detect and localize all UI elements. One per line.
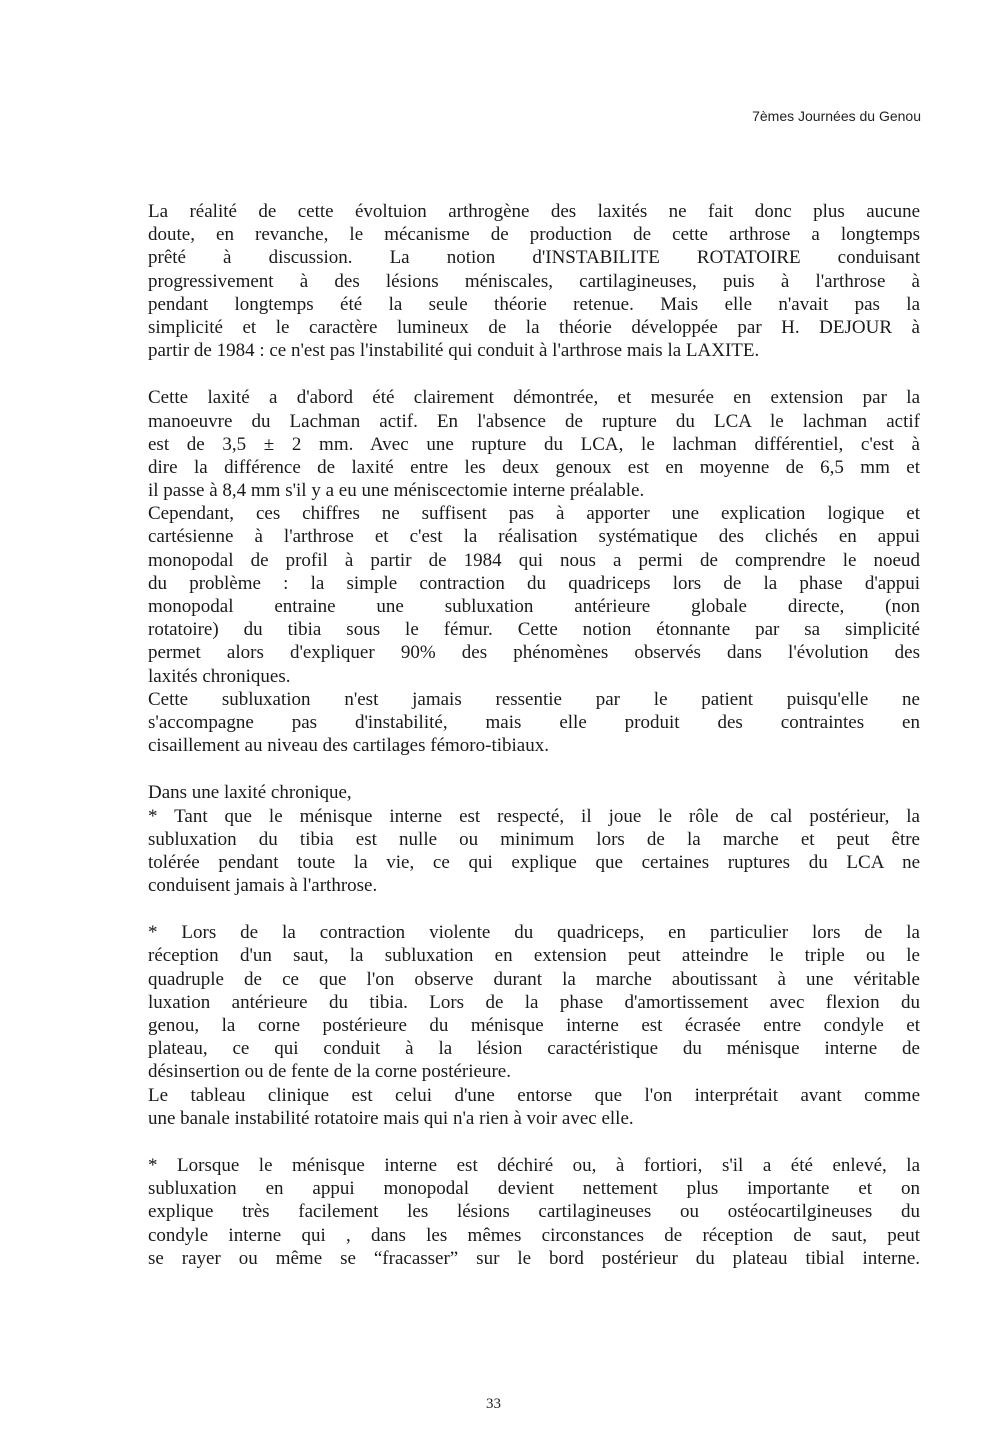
text-line: est de 3,5 ± 2 mm. Avec une rupture du LCA, le lachman différentiel, c'est à xyxy=(148,433,920,455)
paragraph-torn-meniscus xyxy=(148,1154,920,1270)
text-line: dire la différence de laxité entre les deux genoux est en moyenne de 6,5 mm et xyxy=(148,456,920,478)
text-line: Le tableau clinique est celui d'une entorse que l'on interprétait avant comme xyxy=(148,1084,920,1106)
text-line: pendant longtemps été la seule théorie retenue. Mais elle n'avait pas la xyxy=(148,293,920,315)
paragraph-chronic-laxity xyxy=(148,781,920,897)
paragraph-laxity xyxy=(148,386,920,757)
text-line: subluxation du tibia est nulle ou minimum lors de la marche et peut être xyxy=(148,828,920,850)
text-line: une banale instabilité rotatoire mais qui n'a rien à voir avec elle. xyxy=(148,1107,634,1129)
text-line: progressivement à des lésions méniscales, cartilagineuses, puis à l'arthrose à xyxy=(148,270,920,292)
text-line: manoeuvre du Lachman actif. En l'absence de rupture du LCA le lachman actif xyxy=(148,410,920,432)
text-line: rotatoire) du tibia sous le fémur. Cette notion étonnante par sa simplicité xyxy=(148,619,920,641)
text-line: luxation antérieure du tibia. Lors de la phase d'amortissement avec flexion du xyxy=(148,991,920,1013)
text-line: permet alors d'expliquer 90% des phénomènes observés dans l'évolution des xyxy=(148,642,920,664)
text-line: simplicité et le caractère lumineux de la théorie développée par H. DEJOUR à xyxy=(148,316,920,338)
text-line: du problème : la simple contraction du quadriceps lors de la phase d'appui xyxy=(148,572,920,594)
text-line: partir de 1984 : ce n'est pas l'instabilité qui conduit à l'arthrose mais la LAXITE. xyxy=(148,340,760,362)
page-number: 33 xyxy=(486,1396,501,1412)
text-line: monopodal de profil à partir de 1984 qui nous a permi de comprendre le noeud xyxy=(148,549,920,571)
text-line: monopodal entraine une subluxation antérieure globale directe, (non xyxy=(148,596,920,617)
text-line: Cette subluxation n'est jamais ressentie par le patient puisqu'elle ne xyxy=(148,688,920,710)
paragraph-violent-contraction xyxy=(148,921,920,1130)
running-header: 7èmes Journées du Genou xyxy=(752,108,921,124)
text-line: réception d'un saut, la subluxation en extension peut atteindre le triple ou le xyxy=(148,945,920,967)
text-line: conduisent jamais à l'arthrose. xyxy=(148,875,378,897)
text-line: cartésienne à l'arthrose et c'est la réalisation systématique des clichés en appui xyxy=(148,526,920,548)
text-line: il passe à 8,4 mm s'il y a eu une méniscectomie interne préalable. xyxy=(148,480,645,502)
text-line: Cependant, ces chiffres ne suffisent pas à apporter une explication logique et xyxy=(148,503,920,525)
text-line: prêté à discussion. La notion d'INSTABILITE ROTATOIRE conduisant xyxy=(148,247,920,269)
text-line: quadruple de ce que l'on observe durant la marche aboutissant à une véritable xyxy=(148,968,920,990)
text-line: tolérée pendant toute la vie, ce qui explique que certaines ruptures du LCA ne xyxy=(148,851,920,873)
text-line: se rayer ou même se “fracasser” sur le bord postérieur du plateau tibial interne. xyxy=(148,1247,920,1269)
text-line: subluxation en appui monopodal devient nettement plus importante et on xyxy=(148,1178,920,1200)
text-line: Cette laxité a d'abord été clairement démontrée, et mesurée en extension par la xyxy=(148,387,920,409)
text-line: * Lorsque le ménisque interne est déchiré ou, à fortiori, s'il a été enlevé, la xyxy=(148,1154,920,1176)
text-line: cisaillement au niveau des cartilages fémoro-tibiaux. xyxy=(148,735,549,757)
text-line: Dans une laxité chronique, xyxy=(148,782,352,804)
text-line: La réalité de cette évoltuion arthrogène des laxités ne fait donc plus aucune xyxy=(148,201,920,222)
text-line: * Lors de la contraction violente du quadriceps, en particulier lors de la xyxy=(148,922,920,944)
text-line: désinsertion ou de fente de la corne postérieure. xyxy=(148,1061,511,1083)
text-line: condyle interne qui , dans les mêmes circonstances de réception de saut, peut xyxy=(148,1224,920,1246)
text-line: plateau, ce qui conduit à la lésion caractéristique du ménisque interne de xyxy=(148,1038,920,1060)
text-line: s'accompagne pas d'instabilité, mais elle produit des contraintes en xyxy=(148,711,920,733)
document-body xyxy=(148,200,920,1270)
text-line: doute, en revanche, le mécanisme de production de cette arthrose a longtemps xyxy=(148,224,920,246)
text-line: explique très facilement les lésions cartilagineuses ou ostéocartilgineuses du xyxy=(148,1201,920,1223)
text-line: * Tant que le ménisque interne est respecté, il joue le rôle de cal postérieur, la xyxy=(148,805,920,827)
paragraph-intro xyxy=(148,200,920,362)
text-line: laxités chroniques. xyxy=(148,665,291,687)
text-line: genou, la corne postérieure du ménisque interne est écrasée entre condyle et xyxy=(148,1015,920,1036)
